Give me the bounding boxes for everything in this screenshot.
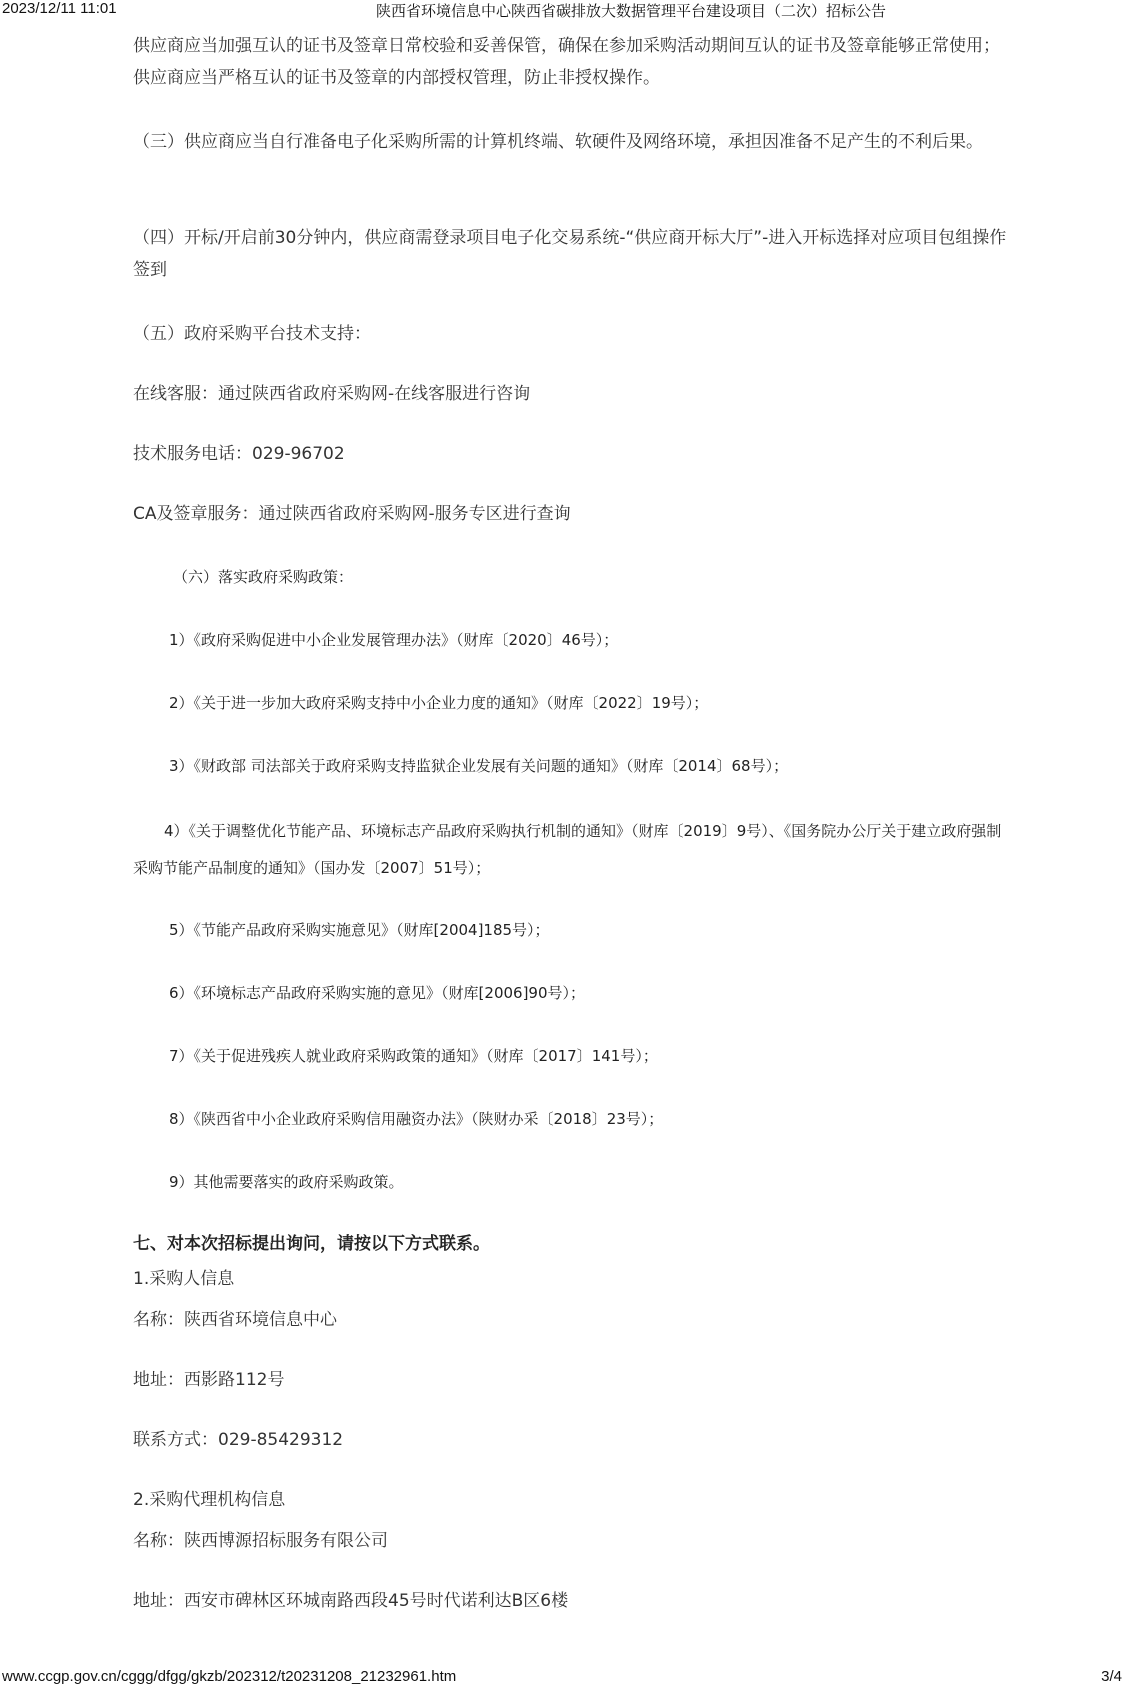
buyer-address: 地址：西影路112号 (133, 1370, 285, 1390)
buyer-name: 名称：陕西省环境信息中心 (133, 1310, 337, 1330)
policy-item: 1）《政府采购促进中小企业发展管理办法》（财库〔2020〕46号）； (169, 631, 619, 649)
document-title: 陕西省环境信息中心陕西省碳排放大数据管理平台建设项目（二次）招标公告 (376, 3, 887, 20)
print-datetime: 2023/12/11 11:01 (2, 0, 117, 17)
policy-item: 4）《关于调整优化节能产品、环境标志产品政府采购执行机制的通知》（财库〔2019〕9号）、《国务院办公厅关于建立政府强制采购节能产品制度的通知》（国办发〔2007〕51号）； (133, 822, 1002, 877)
contact-heading: 七、对本次招标提出询问，请按以下方式联系。 (133, 1234, 490, 1254)
policy-heading: （六）落实政府采购政策： (173, 568, 354, 586)
policy-item: 7）《关于促进残疾人就业政府采购政策的通知》（财库〔2017〕141号）； (169, 1047, 658, 1065)
buyer-phone: 联系方式：029-85429312 (133, 1430, 344, 1450)
paragraph-service-phone: 技术服务电话：029-96702 (133, 444, 345, 464)
paragraph-bid-opening-signin: （四）开标/开启前30分钟内，供应商需登录项目电子化交易系统-“供应商开标大厅”-进入开标选择对应项目包组操作签到 (133, 228, 1007, 280)
agency-address: 地址：西安市碑林区环城南路西段45号时代诺利达B区6楼 (133, 1591, 569, 1611)
paragraph-certificate-care: 供应商应当加强互认的证书及签章日常校验和妥善保管，确保在参加采购活动期间互认的证书及签章能够正常使用；供应商应当严格互认的证书及签章的内部授权管理，防止非授权操作。 (133, 36, 1000, 88)
agency-info-title: 2.采购代理机构信息 (133, 1490, 286, 1510)
page-url: www.ccgp.gov.cn/cggg/dfgg/gkzb/202312/t20231208_21232961.htm (2, 1668, 457, 1685)
paragraph-online-service: 在线客服：通过陕西省政府采购网-在线客服进行咨询 (133, 384, 531, 404)
agency-name: 名称：陕西博源招标服务有限公司 (133, 1531, 388, 1551)
page-number: 3/4 (1101, 1668, 1122, 1685)
policy-item: 8）《陕西省中小企业政府采购信用融资办法》（陕财办采〔2018〕23号）； (169, 1110, 664, 1128)
paragraph-platform-support: （五）政府采购平台技术支持： (133, 324, 371, 344)
policy-item: 9）其他需要落实的政府采购政策。 (169, 1173, 404, 1191)
buyer-info-title: 1.采购人信息 (133, 1269, 235, 1289)
policy-item: 6）《环境标志产品政府采购实施的意见》（财库[2006]90号）； (169, 984, 586, 1002)
paragraph-computer-environment: （三）供应商应当自行准备电子化采购所需的计算机终端、软硬件及网络环境，承担因准备不足产生的不利后果。 (133, 132, 983, 152)
print-header (0, 0, 1130, 24)
policy-item: 2）《关于进一步加大政府采购支持中小企业力度的通知》（财库〔2022〕19号）； (169, 694, 709, 712)
policy-item: 5）《节能产品政府采购实施意见》（财库[2004]185号）； (169, 921, 550, 939)
paragraph-ca-service: CA及签章服务：通过陕西省政府采购网-服务专区进行查询 (133, 504, 571, 524)
policy-item: 3）《财政部 司法部关于政府采购支持监狱企业发展有关问题的通知》（财库〔2014〕68号）； (169, 757, 789, 775)
print-footer (0, 1668, 1130, 1690)
